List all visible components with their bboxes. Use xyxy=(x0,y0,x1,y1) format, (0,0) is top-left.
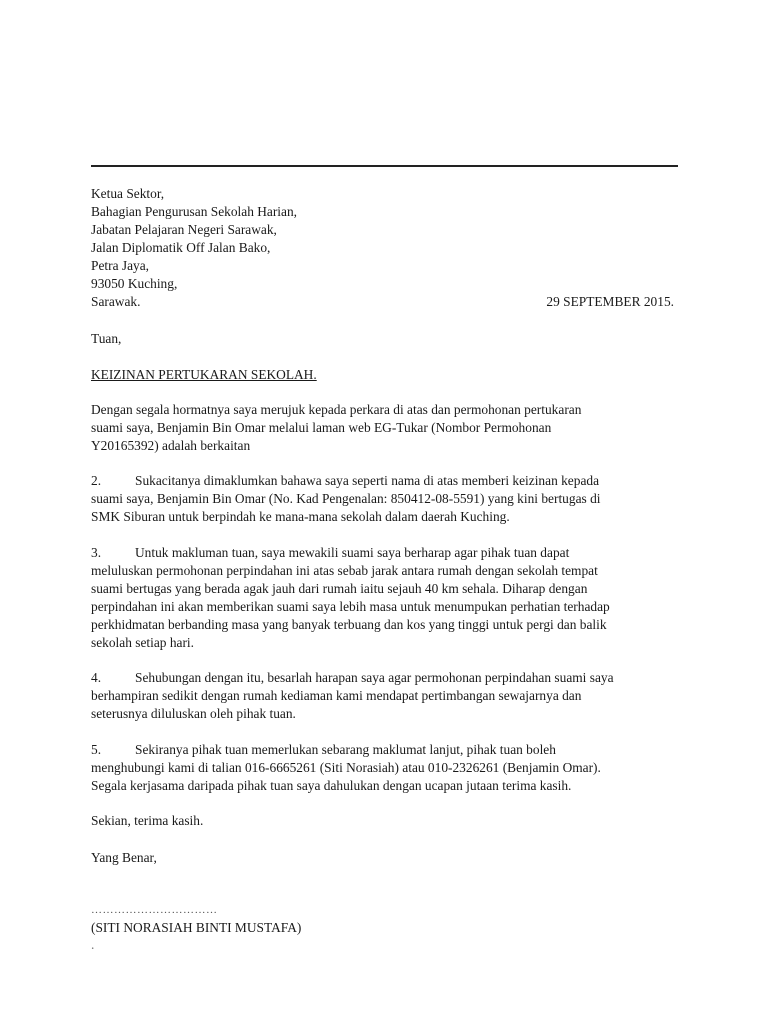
closing-remark: Sekian, terima kasih. xyxy=(91,813,204,828)
paragraph-line: Dengan segala hormatnya saya merujuk kepada perkara di atas dan permohonan pertukaran xyxy=(91,402,582,417)
address-line: Jalan Diplomatik Off Jalan Bako, xyxy=(91,240,271,255)
paragraph-number: 4. xyxy=(91,670,102,685)
paragraph-line: sekolah setiap hari. xyxy=(91,635,194,650)
paragraph-5 xyxy=(91,741,681,795)
subject-heading: KEIZINAN PERTUKARAN SEKOLAH. xyxy=(91,367,317,382)
paragraph-2 xyxy=(91,472,681,526)
address-line: Jabatan Pelajaran Negeri Sarawak, xyxy=(91,222,277,237)
signature-line: …………………………… xyxy=(91,904,218,916)
paragraph-line: Sekiranya pihak tuan memerlukan sebarang maklumat lanjut, pihak tuan boleh xyxy=(135,742,556,757)
paragraph-line: Segala kerjasama daripada pihak tuan saya dahulukan dengan ucapan jutaan terima kasih. xyxy=(91,778,572,793)
paragraph-number: 5. xyxy=(91,742,102,757)
paragraph-line: perpindahan ini akan memberikan suami saya lebih masa untuk menumpukan perhatian terhadap xyxy=(91,599,610,614)
paragraph-3 xyxy=(91,544,681,652)
address-line: Ketua Sektor, xyxy=(91,186,165,201)
address-line: Bahagian Pengurusan Sekolah Harian, xyxy=(91,204,298,219)
paragraph-line: Untuk makluman tuan, saya mewakili suami saya berharap agar pihak tuan dapat xyxy=(135,545,570,560)
paragraph-line: Sukacitanya dimaklumkan bahawa saya seperti nama di atas memberi keizinan kepada xyxy=(135,473,600,488)
header-rule xyxy=(91,165,678,167)
trailing-mark: . xyxy=(91,937,95,952)
address-line: Petra Jaya, xyxy=(91,258,150,273)
paragraph-line: perkhidmatan berbanding masa yang banyak terbuang dan kos yang tinggi untuk pergi dan balik xyxy=(91,617,607,632)
paragraph-number: 2. xyxy=(91,473,102,488)
signatory-name: (SITI NORASIAH BINTI MUSTAFA) xyxy=(91,920,302,935)
paragraph-number: 3. xyxy=(91,545,102,560)
salutation: Tuan, xyxy=(91,331,122,346)
paragraph-line: suami bertugas yang berada agak jauh dari rumah iaitu sejauh 40 km sehala. Diharap dengan xyxy=(91,581,588,596)
paragraph-line: seterusnya diluluskan oleh pihak tuan. xyxy=(91,706,296,721)
address-line: 93050 Kuching, xyxy=(91,276,178,291)
paragraph-line: meluluskan permohonan perpindahan ini atas sebab jarak antara rumah dengan sekolah tempat xyxy=(91,563,598,578)
address-line: Sarawak. xyxy=(91,294,141,309)
paragraph-line: Sehubungan dengan itu, besarlah harapan saya agar permohonan perpindahan suami saya xyxy=(135,670,614,685)
paragraph-line: SMK Siburan untuk berpindah ke mana-mana sekolah dalam daerah Kuching. xyxy=(91,509,510,524)
paragraph-line: menghubungi kami di talian 016-6665261 (Siti Norasiah) atau 010-2326261 (Benjamin Omar). xyxy=(91,760,601,775)
paragraph-line: Y20165392) adalah berkaitan xyxy=(91,438,251,453)
sign-off: Yang Benar, xyxy=(91,850,157,865)
paragraph-line: suami saya, Benjamin Bin Omar melalui laman web EG-Tukar (Nombor Permohonan xyxy=(91,420,552,435)
paragraph-1 xyxy=(91,401,681,455)
paragraph-4 xyxy=(91,669,681,723)
letter-date: 29 SEPTEMBER 2015. xyxy=(546,294,674,309)
paragraph-line: suami saya, Benjamin Bin Omar (No. Kad Pengenalan: 850412-08-5591) yang kini bertugas di xyxy=(91,491,601,506)
paragraph-line: berhampiran sedikit dengan rumah kediaman kami mendapat pertimbangan sewajarnya dan xyxy=(91,688,582,703)
